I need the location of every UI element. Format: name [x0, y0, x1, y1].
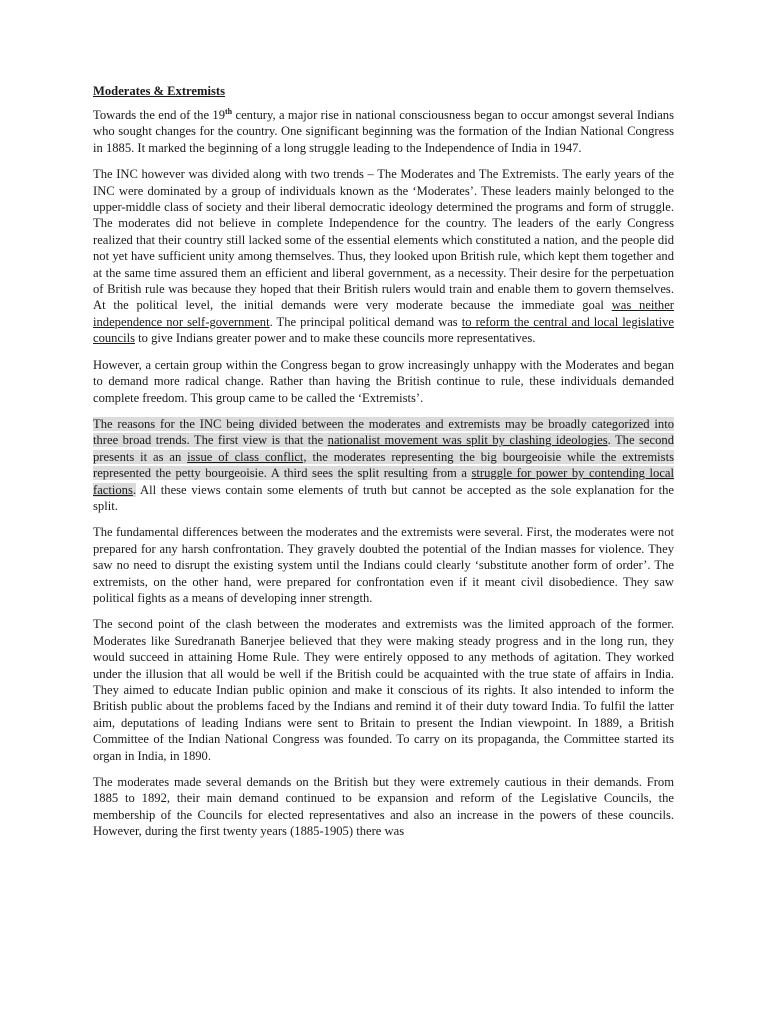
- highlighted-text: The reasons for the INC being divided between the moderates and extremists may be broadly categorized into three broad trends. The first view is that the: [93, 416, 674, 448]
- paragraph-intro: [93, 107, 674, 156]
- underlined-phrase: to reform the central and local legislative councils: [93, 314, 675, 346]
- highlighted-text: , the moderates representing the big bourgeoisie while the extremists represented the petty bourgeoisie. A third sees the split resulting from a: [93, 449, 674, 481]
- paragraph-reasons: [93, 416, 674, 514]
- paragraph-intro-text-a: Towards the end of the 19: [93, 108, 226, 122]
- highlighted-text: .: [132, 482, 137, 497]
- ordinal-superscript: th: [225, 106, 233, 116]
- paragraph-intro-text-b: century, a major rise in national consciousness began to occur amongst several Indians who sought changes for the country. One significant beginning was the formation of the Indian National Congress in 1885. It marked the beginning of a long struggle leading to the Independence of India in 1947.: [93, 108, 674, 155]
- highlighted-underlined-phrase: struggle for power by contending local factions: [93, 466, 674, 497]
- underlined-phrase: was neither independence nor self-government: [93, 298, 674, 329]
- document-page: [93, 83, 674, 850]
- paragraph-demands: The moderates made several demands on the British but they were extremely cautious in their demands. From 1885 to 1892, their main demand continued to be expansion and reform of the Legislative Councils, the membership of the Councils for elected representatives and also an increase in the powers of these councils. However, during the first twenty years (1885-1905) there was: [93, 775, 674, 839]
- paragraph-second-point: The second point of the clash between the moderates and extremists was the limited approach of the former. Moderates like Suredranath Banerjee believed that they were making steady progress and in the long run, they would succeed in attaining Home Rule. They were entirely opposed to any methods of agitation. They worked under the illusion that all would be well if the British could be acquainted with the true state of affairs in India. They aimed to educate Indian public opinion and make it conscious of its rights. It also intended to inform the British public about the problems faced by the Indians and remind it of their duty toward India. To fulfil the latter aim, deputations of leading Indians were sent to Britain to present the Indian viewpoint. In 1889, a British Committee of the Indian National Congress was founded. To carry on its propaganda, the Committee started its organ in India, in 1890.: [93, 617, 674, 763]
- highlighted-text: . The second presents it as an: [93, 433, 674, 464]
- paragraph-text: to give Indians greater power and to make these councils more representatives.: [134, 331, 536, 346]
- paragraph-text: All these views contain some elements of truth but cannot be accepted as the sole explanation for the split.: [93, 482, 674, 513]
- paragraph-two-trends: [93, 166, 674, 346]
- paragraph-differences: The fundamental differences between the moderates and the extremists were several. First, the moderates were not prepared for any harsh confrontation. They gravely doubted the potential of the Indian masses for violence. They saw no need to disrupt the existing system until the Indians could clearly ‘substitute another form of order’. The extremists, on the other hand, were prepared for confrontation even if it meant civil disobedience. They saw political fights as a means of developing inner strength.: [93, 525, 674, 605]
- paragraph-text: . The principal political demand was: [269, 314, 462, 329]
- highlighted-underlined-phrase: nationalist movement was split by clashing ideologies: [327, 433, 608, 448]
- paragraph-extremists: However, a certain group within the Congress began to grow increasingly unhappy with the Moderates and began to demand more radical change. Rather than having the British continue to rule, these individuals demanded complete freedom. This group came to be called the ‘Extremists’.: [93, 357, 674, 405]
- document-title: Moderates & Extremists: [93, 84, 225, 98]
- highlighted-underlined-phrase: issue of class conflict: [187, 449, 304, 464]
- paragraph-text: The INC however was divided along with two trends – The Moderates and The Extremists. The early years of the INC were dominated by a group of individuals known as the ‘Moderates’. These leaders mainly belonged to the upper-middle class of society and their liberal democratic ideology determined the programs and form of struggle. The moderates did not believe in complete Independence for the country. The leaders of the early Congress realized that their country still lacked some of the essential elements which constituted a nation, and the people did not yet have sufficient unity among themselves. Thus, they looked upon British rule, which kept them together and at the same time assured them an efficient and liberal government, as a necessity. Their desire for the perpetuation of British rule was because they hoped that their British rulers would train and enable them to govern themselves. At the political level, the initial demands were very moderate because the immediate goal: [93, 167, 674, 313]
